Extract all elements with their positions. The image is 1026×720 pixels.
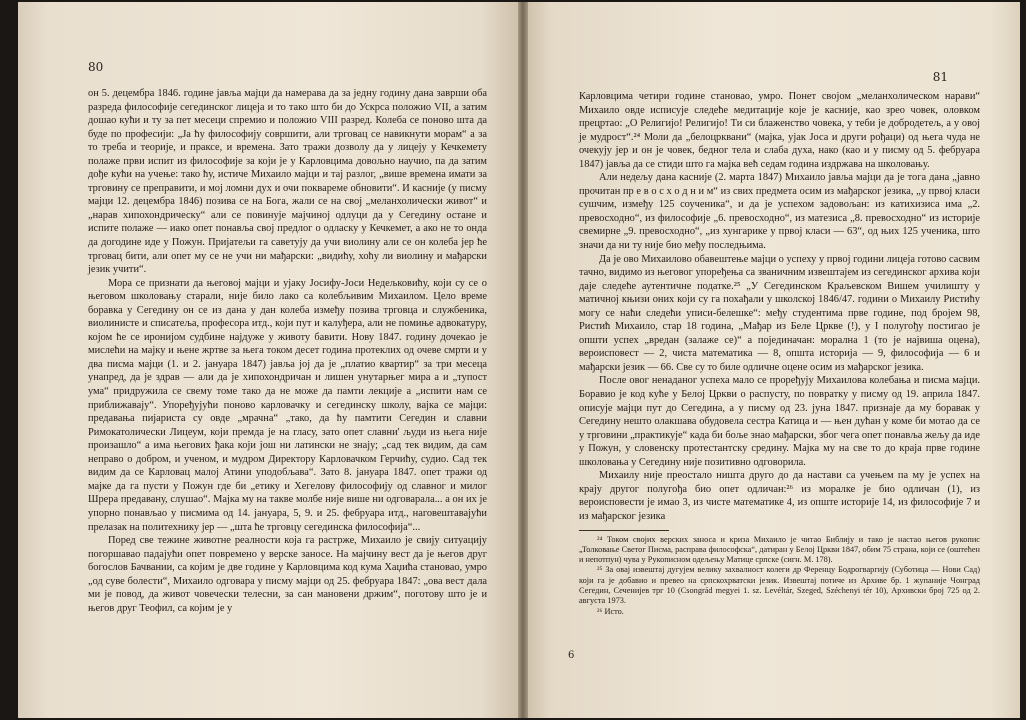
left-page — [18, 2, 521, 718]
footnote: ²⁶ Исто. — [597, 606, 624, 616]
paragraph: Поред све тежине животне реалности која га растрже, Михаило је свију ситуацију погоршавао падајући опет повремено у верске заносе. На мајчину вест да је његов друг богослов Бачвании, са којим је две године у Карловцима код кума Хаџића становао, умро „од суве болести“, Михаило одговара у писму мајци од 25. фебруара 1847: „ова вест дала ми је повод, да живот човечески телесни, за сан мановени држим“, поготову што је и његов друг Теофил, са којим је у — [88, 535, 487, 614]
page-number-right: 81 — [932, 70, 948, 84]
paragraph: Михаилу није преостало ништа друго до да настави са учењем па му је успех на крају другог полугођа био опет одличан:²⁶ из моралке је био одличан (1), из вероисповести је имао 3, из чисте математике 4, из опште историје 14, из философије 7 и из мађарског језика — [579, 470, 980, 522]
footnote: ²⁵ За овај извештај дугујем велику захвалност колеги др Ференцу Бодрогваргију (Суботица — Нови Сад) који га је добавио и превео на српскохрватски језик. Извештај потиче из Архиве бр. 1 жупаније Чонград Сегедин, Сеченијев трг 10 (Csongrád megyei 1. sz. Levéltár, Szeged, Széchenyi tér 10), Архивски број 725 од 2. августа 1973. — [579, 565, 980, 606]
paragraph: Али недељу дана касније (2. марта 1847) Михаило јавља мајци да је тога дана „јавно прочитан пр е в о с х о д н и м“ из свих предмета осим из мађарског језика, „у првој класи сушчим, између 125 соученика“, и да је успехом задовољан: из катихизиса има „2. превосходно“, из философије „6. превосходно“, из матезиса „8. превосходно“ из историје свемирне „9. превосходно“, „из хунгарике у првој класи — 63“, од њих 125 ученика, што значи да ни ту није био међу последњима. — [579, 172, 980, 252]
right-page-text — [579, 90, 980, 524]
left-page-text — [88, 87, 487, 615]
paragraph: Да је ово Михаилово обавештење мајци о успеху у првој години лицеја готово сасвим тачно, видимо из његовог упоређења са званичним извештајем из сегединског архива који даје следеће аутентичне податке.²⁵ „У Сегединском Краљевском Вишем училишту у матичној књизи оних који су га похађали у школској 1846/47. години о Михаилу Ристићу могу се наћи следећи уписи-белешке“: међу студентима прве године, под бројем 98, Ристић Михаило, стар 18 година, „Мађар из Беле Цркве (!), у I полугођу постигао је општи успех „вредан (залаже се)“ а појединачан: морална 1 (то је највиша оцена), вероисповест — 2, чиста математика — 8, општа историја — 9, философија — 6 и мађарски језик — 66. Све су то биле одличне оцене осим из мађарског језика. — [579, 253, 980, 373]
paragraph: Карловцима четири године становао, умро. Понет својом „меланхолическом нарави“ Михаило овде исписује следеће медитације које је касније, као зрео човек, оловком прецртао: „О Религијо! Религијо! Ти си блаженство човека, у теби је добродетељ, а у овој је мудрост“.²⁴ Моли да „белоцрквани“ (мајка, ујак Јоса и други рођаци) од њега чуда не очекују јер и он је човек, бедног тела и слаба духа, нако (као и у писму од 5. фебруара 1847) јавља да се стиди што га мајка већ седам година издржава на школовању. — [579, 91, 980, 170]
signature-mark: 6 — [568, 650, 575, 661]
right-page — [521, 2, 1020, 718]
footnote-divider — [579, 530, 669, 531]
footnote: ²⁴ Током својих верских заноса и криза Михаило је читао Библију и тако је настао његов рукопис „Толковање Светог Писма, расправа философска“, датиран у Белој Цркви 1847, обим 75 страна, који се (оштећен и непотпун) чува у Рукописном одељењу Матице српске (сигн. М. 178). — [579, 534, 980, 565]
footnotes — [579, 535, 980, 617]
book-spread — [18, 2, 1020, 718]
book-gutter — [518, 2, 528, 718]
paragraph: Мора се признати да његовој мајци и ујаку Јосифу-Јоси Недељковићу, који су се о његовом школовању старали, није било лако са колебљивим Михаилом. Цело време боравка у Сегедину он се из дана у дан колеба између позива трговца и службеника, виолинисте и списатеља, професора итд., који пут и калуђера, али не помиње адвокатуру, којом ће се иронијом судбине најдуже у животу бавити. Нову 1847. годину дочекао је мислећи на мајку и њене жртве за њега током десет година протеклих од очеве смрти и у два писма мајци (1. и 2. јануара 1847) јавља јој да је „платио квартир“ за три месеца унапред, да је здрав — али да је хипохондричан и лишен унутарњег мира а и „тупост ума“ придружила се свему томе тако да не може да памти лекције а „испити нам се приближавају“. Упоређујући поново карловачку и сегединску школу, вајка се мајци: предавања пијариста су овде „мрачна“ „тако, да ћу памтити Сегедин и славни Римокатолически Лицеум, који премда је на гласу, зато опет славни' људи из њега није произашло“ а има његових ђака који још ни латински не знају; „сад тек видим, да сам неправо о добром, и ученом, и мудром Директору Карловачком Герчићу, судио. Сад тек видим да се Карловац малој Атини уподобљава“. Зато 8. јануара 1847. опет тражи од мајке да га пусти у Пожун где би „етику и Хегелову философију од славног и милог Шрера предавану, слушао“. Мајка му на такве молбе није више ни одговарала... а он их је упорно понављао у писмима од 14. јануара, 5, 9. и 25. фебруара итд., наговештавајући прелазак на политехнику јер — „шта ће трговцу сегединска философија“... — [88, 277, 487, 533]
paragraph: После овог ненаданог успеха мало се проређују Михаилова колебања и писма мајци. Боравио је код куће у Белој Цркви о распусту, по повратку у писму од 19. априла 1847. описује мајци пут до Сегедина, а у писму од 23. јуна 1847. признаје да му боравак у Сегедину нешто олакшава обудовела сестра Катица и — њен дућан у коме би мотао да се у трговини „практикује“ када би боље знао мађарски, због чега опет понавља жељу да иде у Пожун, у словенску протестантску средину. Мајка му на све то до краја прве године школовања у Сегедину није позитивно одговорила. — [579, 375, 980, 468]
paragraph: он 5. децембра 1846. године јавља мајци да намерава да за једну годину дана заврши оба разреда философије сегединског лицеја и то тако што би до Ускрса положио VII, а затим дошао кући и ту за пет месеци спремио и положио VIII разред. Колеба се поново шта да буде по професији: „Ја ћу философију совршити, али трговац се навикнути морам“ а за то треба и теорије, и праксе, и времена. Зато тражи дозволу да у лицеју у Кечкемету полаже први испит из философије за који је у Карловцима довољно научио, па да затим дође кући на учење: тако ћу, истиче Михаило мајци и тај разлог, „више времена имати за трговину се преправити, и мој ломни дух и очи поквареме обновити“. И касније (у писму мајци 12. децембра 1846) позива се на Бога, жали се на свој „меланхолически живот“ и „нарав хипохондрическу“ али се повинује мајчиној одлуци да у Сегедину остане и испите полаже — иако опет понавља свој предлог о одласку у Кечкемет, а ако не то онда да догодине иде у Пожун. Пријатељи га саветују да учи виолину али се он колеба јер ће трговац бити, али опет му се не учи ни мађарски: „видићу, хоћу ли виолину и мађарски језик учити“. — [88, 88, 487, 276]
page-number-left: 80 — [88, 60, 104, 74]
